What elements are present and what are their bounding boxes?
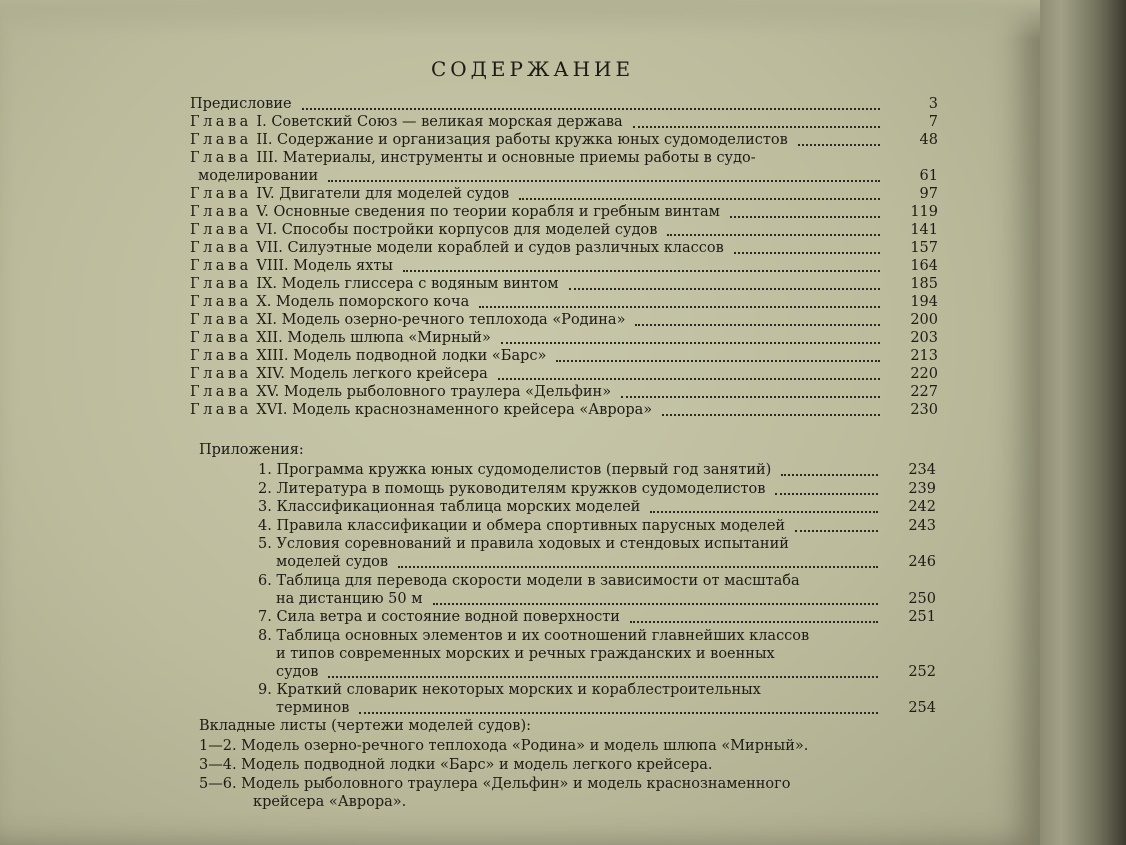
chapter-page-number: 213: [910, 348, 938, 364]
appendix-page-number: 254: [908, 700, 936, 716]
chapter-page-number: 48: [919, 132, 938, 148]
appendix-row: [258, 608, 936, 626]
chapter-page-number: 7: [928, 114, 938, 130]
chapter-page-number: 157: [910, 240, 938, 256]
appendix-text: 4. Правила классификации и обмера спортивных парусных моделей: [258, 517, 786, 534]
appendix-text: 1. Программа кружка юных судомоделистов (первый год занятий): [258, 462, 772, 478]
appendix-text: моделей судов: [276, 554, 389, 570]
appendix-text: судов: [276, 663, 319, 680]
leader-dots: [730, 210, 880, 218]
leader-dots: [795, 524, 878, 532]
appendix-row: [258, 535, 936, 553]
chapter-text: XVI. Модель краснознаменного крейсера «Аврора»: [251, 402, 653, 418]
chapter-page-number: 61: [919, 168, 938, 184]
appendix-title: [258, 535, 789, 553]
insert-row: [199, 756, 900, 774]
leader-dots: [519, 192, 880, 200]
leader-dots: [775, 487, 878, 495]
leader-dots: [630, 615, 878, 623]
chapter-label: Глава: [190, 294, 252, 310]
appendix-title: [258, 681, 761, 699]
inserts-heading: Вкладные листы (чертежи моделей судов):: [199, 718, 531, 734]
chapter-title: [190, 275, 559, 293]
appendix-title: [258, 498, 640, 516]
leader-dots: [302, 102, 880, 110]
appendix-page-number: 243: [908, 517, 936, 534]
chapter-row: [190, 311, 938, 329]
appendix-title: [276, 590, 423, 608]
appendix-text: 9. Краткий словарик некоторых морских и кораблестроительных: [258, 682, 761, 698]
appendix-row: [258, 498, 936, 516]
chapter-page-number: 119: [910, 204, 938, 220]
appendix-page-number: 252: [908, 663, 936, 680]
appendix-title: [258, 572, 800, 590]
chapter-row: [190, 185, 938, 203]
leader-dots: [479, 300, 880, 308]
chapter-row: [190, 203, 938, 221]
chapter-title: [190, 203, 720, 221]
insert-row: [253, 793, 900, 811]
page-title: СОДЕРЖАНИЕ: [430, 57, 635, 81]
chapter-text: III. Материалы, инструменты и основные приемы работы в судо-: [251, 150, 756, 166]
chapter-label: Глава: [190, 132, 252, 148]
leader-dots: [621, 390, 880, 398]
chapter-row: [190, 131, 938, 149]
chapter-page-number: 185: [910, 276, 938, 292]
leader-dots: [633, 120, 880, 128]
appendix-title: [276, 645, 775, 663]
chapter-label: Глава: [190, 402, 252, 418]
chapter-title: [190, 365, 488, 383]
chapter-row: [190, 113, 938, 131]
chapter-label: Глава: [190, 348, 252, 364]
leader-dots: [398, 560, 878, 568]
chapter-row: [190, 257, 938, 275]
chapter-title: [190, 149, 756, 167]
chapter-text: XV. Модель рыболовного траулера «Дельфин»: [251, 384, 612, 400]
appendix-row: [258, 461, 936, 479]
appendix-text: 8. Таблица основных элементов и их соотношений главнейших классов: [258, 627, 810, 644]
leader-dots: [556, 354, 880, 362]
chapter-text: VII. Силуэтные модели кораблей и судов различных классов: [251, 240, 724, 256]
appendix-page-number: 246: [908, 554, 936, 570]
chapter-title: [190, 239, 724, 257]
chapter-text: XI. Модель озерно-речного теплохода «Родина»: [251, 312, 626, 328]
chapter-text: IX. Модель глиссера с водяным винтом: [251, 276, 559, 292]
appendix-text: 2. Литература в помощь руководителям кружков судомоделистов: [258, 480, 766, 497]
chapter-title: [190, 401, 652, 419]
chapter-page-number: 194: [910, 294, 938, 310]
chapter-text: X. Модель поморского коча: [251, 294, 470, 310]
leader-dots: [662, 408, 880, 416]
insert-text: 1—2. Модель озерно-речного теплохода «Родина» и модель шлюпа «Мирный».: [199, 738, 809, 754]
chapter-title: [190, 311, 625, 329]
insert-title: [199, 737, 808, 755]
chapter-text: моделировании: [198, 168, 319, 184]
chapter-text: XIII. Модель подводной лодки «Барс»: [251, 348, 547, 364]
leader-dots: [359, 706, 878, 714]
chapter-row: [190, 347, 938, 365]
chapter-page-number: 97: [919, 186, 938, 202]
leader-dots: [635, 318, 880, 326]
chapter-label: Глава: [190, 384, 252, 400]
leader-dots: [433, 597, 878, 605]
appendix-text: 3. Классификационная таблица морских моделей: [258, 499, 641, 515]
chapter-text: II. Содержание и организация работы кружка юных судомоделистов: [251, 132, 788, 148]
appendix-title: [276, 553, 388, 571]
chapter-title: [190, 329, 491, 347]
appendix-text: терминов: [276, 700, 350, 716]
appendix-row: [258, 627, 936, 645]
appendix-text: на дистанцию 50 м: [276, 590, 423, 607]
chapter-title: [190, 95, 292, 113]
chapter-label: Глава: [190, 312, 252, 328]
appendix-row: [258, 681, 936, 699]
chapter-label: Глава: [190, 330, 252, 346]
leader-dots: [798, 138, 880, 146]
chapter-row: [190, 95, 938, 113]
chapter-label: Глава: [190, 276, 252, 292]
appendix-title: [276, 699, 349, 717]
chapter-page-number: 3: [928, 96, 938, 112]
chapter-page-number: 220: [910, 366, 938, 382]
chapter-text: VI. Способы постройки корпусов для моделей судов: [251, 222, 658, 238]
chapter-row: [190, 383, 938, 401]
chapter-text: Предисловие: [190, 96, 292, 112]
leader-dots: [403, 264, 880, 272]
chapter-title: [190, 113, 623, 131]
appendix-heading: Приложения:: [199, 442, 304, 458]
appendix-title: [258, 608, 620, 626]
appendix-row: [258, 517, 936, 535]
chapter-row: [190, 221, 938, 239]
appendix-text: 5. Условия соревнований и правила ходовых и стендовых испытаний: [258, 536, 789, 552]
chapter-title: [190, 293, 469, 311]
appendix-page-number: 234: [908, 462, 936, 478]
chapter-text: VIII. Модель яхты: [251, 258, 393, 274]
appendix-row: [276, 645, 936, 663]
chapter-title: [190, 185, 509, 203]
appendix-text: и типов современных морских и речных гражданских и военных: [276, 645, 775, 662]
chapter-row: [190, 365, 938, 383]
chapter-label: Глава: [190, 150, 252, 166]
appendix-row: [258, 572, 936, 590]
chapter-page-number: 164: [910, 258, 938, 274]
chapter-page-number: 141: [910, 222, 938, 238]
chapter-text: I. Советский Союз — великая морская держава: [251, 114, 623, 130]
chapter-row: [190, 401, 938, 419]
appendix-row: [276, 590, 936, 608]
leader-dots: [650, 505, 878, 513]
chapter-title: [190, 221, 657, 239]
appendix-page-number: 242: [908, 499, 936, 515]
chapter-title: [190, 347, 546, 365]
insert-title: [199, 756, 713, 774]
appendix-title: [258, 461, 771, 479]
chapter-label: Глава: [190, 258, 252, 274]
chapter-label: Глава: [190, 240, 252, 256]
chapter-text: IV. Двигатели для моделей судов: [251, 186, 510, 202]
insert-text: 5—6. Модель рыболовного траулера «Дельфин» и модель краснознаменного: [199, 776, 791, 792]
leader-dots: [734, 246, 880, 254]
chapter-title: [190, 131, 788, 149]
chapter-row: [190, 149, 938, 167]
leader-dots: [328, 670, 878, 678]
appendix-row: [276, 699, 936, 717]
appendix-title: [258, 480, 765, 498]
leader-dots: [781, 468, 878, 476]
insert-row: [199, 737, 900, 755]
chapter-text: XII. Модель шлюпа «Мирный»: [251, 330, 491, 346]
chapter-label: Глава: [190, 114, 252, 130]
appendix-row: [276, 663, 936, 681]
chapter-page-number: 200: [910, 312, 938, 328]
leader-dots: [501, 336, 880, 344]
chapter-page-number: 230: [910, 402, 938, 418]
chapter-row: [198, 167, 938, 185]
leader-dots: [498, 372, 880, 380]
leader-dots: [328, 174, 880, 182]
appendix-page-number: 251: [908, 609, 936, 625]
chapter-label: Глава: [190, 204, 252, 220]
chapter-row: [190, 293, 938, 311]
chapter-title: [190, 383, 611, 401]
appendix-row: [258, 480, 936, 498]
appendix-page-number: 250: [908, 590, 936, 607]
leader-dots: [667, 228, 880, 236]
chapter-label: Глава: [190, 222, 252, 238]
chapter-row: [190, 239, 938, 257]
chapter-page-number: 203: [910, 330, 938, 346]
insert-row: [199, 775, 900, 793]
appendix-text: 6. Таблица для перевода скорости модели в зависимости от масштаба: [258, 572, 800, 589]
appendix-title: [258, 627, 809, 645]
chapter-text: XIV. Модель легкого крейсера: [251, 366, 488, 382]
chapter-page-number: 227: [910, 384, 938, 400]
insert-title: [253, 793, 406, 811]
appendix-text: 7. Сила ветра и состояние водной поверхности: [258, 609, 620, 625]
appendix-row: [276, 553, 936, 571]
chapter-title: [190, 257, 393, 275]
appendix-page-number: 239: [908, 480, 936, 497]
chapter-title: [198, 167, 318, 185]
chapter-label: Глава: [190, 366, 252, 382]
leader-dots: [569, 282, 880, 290]
book-spine-edge: [1040, 0, 1126, 845]
appendix-title: [276, 663, 318, 681]
insert-title: [199, 775, 790, 793]
chapter-text: V. Основные сведения по теории корабля и гребным винтам: [251, 204, 720, 220]
chapter-row: [190, 329, 938, 347]
chapter-row: [190, 275, 938, 293]
chapter-label: Глава: [190, 186, 252, 202]
insert-text: 3—4. Модель подводной лодки «Барс» и модель легкого крейсера.: [199, 757, 713, 773]
appendix-title: [258, 517, 785, 535]
insert-text: крейсера «Аврора».: [253, 794, 407, 810]
